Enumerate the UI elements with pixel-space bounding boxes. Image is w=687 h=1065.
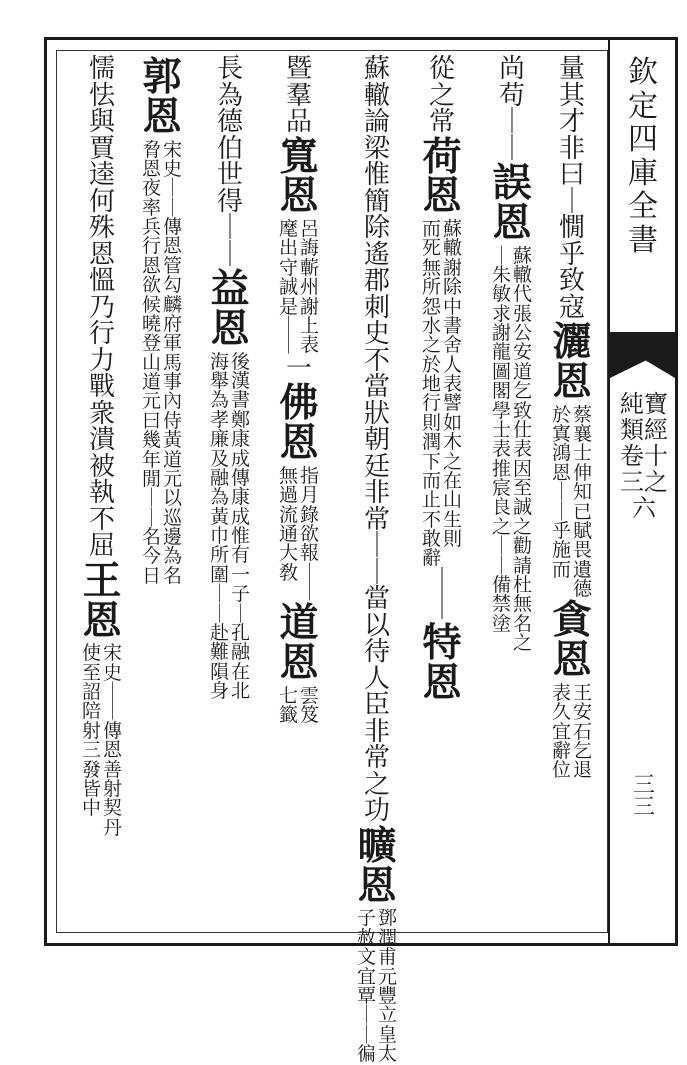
text-column bbox=[420, 56, 464, 932]
annotation-line: 宋史｜｜傳恩善射契丹 bbox=[102, 642, 122, 839]
annotation-line: 呂誨蘄州謝上表 bbox=[299, 218, 319, 357]
text-column bbox=[490, 56, 534, 932]
body-text: ｜｜ bbox=[498, 107, 525, 164]
text-column bbox=[550, 56, 594, 932]
body-text: 世得｜｜ bbox=[216, 160, 243, 270]
text-column bbox=[208, 56, 252, 932]
body-text: 一 bbox=[285, 353, 312, 384]
text-column bbox=[355, 54, 399, 1065]
annotation-line: 雲笈 bbox=[299, 684, 319, 727]
annotation-line: 蘇轍代張公安道乞致仕表因至誠之勸請杜無名之 bbox=[512, 244, 532, 655]
annotation-pair bbox=[82, 644, 123, 838]
annotation-line: 蘇轍謝除中書舍人表譬如木之在山生則 bbox=[442, 218, 462, 551]
annotation-pair bbox=[141, 138, 183, 587]
volume-label: 純寶類經卷十三之六 bbox=[620, 390, 668, 522]
entry-heading: 誤恩 bbox=[492, 160, 532, 246]
annotation-line: 指月錄欲報｜｜ bbox=[299, 464, 319, 603]
annotation-line: ｜朱敏求謝龍圖閣學士表推宸良之｜｜備禁塗 bbox=[491, 244, 511, 635]
entry-heading: 貪恩 bbox=[552, 597, 592, 684]
annotation-pair bbox=[551, 403, 593, 601]
body-text: 蘇轍論梁惟簡除遙郡刺史不當狀朝 bbox=[363, 54, 390, 456]
annotation-pair bbox=[357, 909, 398, 1064]
entry-heading: 特恩 bbox=[422, 619, 462, 706]
annotation-line: 使至詔陪射三發皆中 bbox=[81, 642, 101, 820]
annotation-line: 宋史｜｜傳恩管勾麟府軍馬事內侍黃道元以巡邊為名 bbox=[162, 138, 182, 587]
annotation-pair bbox=[551, 681, 593, 782]
body-text: ｜｜ bbox=[428, 566, 455, 624]
entry-heading: 灑恩 bbox=[552, 319, 592, 405]
annotation-line: 海舉為孝廉及融為黃巾所圍｜｜赴難隕身 bbox=[209, 350, 229, 703]
body-text: ｜ bbox=[558, 186, 585, 217]
annotation-line: 於寘鴻恩｜｜乎施而 bbox=[551, 403, 571, 581]
annotation-pair bbox=[278, 684, 320, 727]
book-title: 欽定四庫全書 bbox=[628, 55, 658, 258]
text-column bbox=[140, 56, 184, 932]
annotation-pair bbox=[491, 244, 533, 655]
page-number: 三三 bbox=[632, 773, 655, 820]
annotation-line: 無過流通大敎 bbox=[278, 464, 298, 584]
entry-heading: 郭恩 bbox=[142, 54, 182, 140]
margin-strip bbox=[608, 40, 675, 943]
body-text: 量其才非曰 bbox=[558, 54, 585, 191]
body-text: 行力戰衆潰被執不屈 bbox=[88, 319, 115, 562]
entry-heading: 佛恩 bbox=[279, 380, 319, 466]
annotation-line: 表久宜辭位 bbox=[551, 681, 571, 782]
entry-heading: 寬恩 bbox=[279, 133, 319, 220]
body-text: 從之常 bbox=[428, 54, 455, 138]
annotation-line: 七籤 bbox=[278, 684, 298, 727]
annotation-line: 脅恩夜率兵行恩欲候曉登山道元曰幾年閒｜｜名今日 bbox=[141, 138, 161, 587]
text-column bbox=[277, 56, 321, 932]
body-text: 尚苟 bbox=[498, 54, 525, 111]
entry-heading: 道恩 bbox=[279, 600, 319, 687]
entry-heading: 王恩 bbox=[82, 557, 122, 644]
body-text: 懦怯與賈逵何殊恩慍乃 bbox=[88, 54, 115, 323]
annotation-line: 王安石乞退 bbox=[572, 681, 592, 782]
entry-heading: 荷恩 bbox=[422, 133, 462, 220]
body-text: 長為德伯 bbox=[216, 54, 243, 164]
annotation-pair bbox=[209, 350, 251, 703]
body-text: 憪乎致寇 bbox=[558, 213, 585, 323]
text-column bbox=[80, 56, 124, 932]
body-text: 廷非常｜｜當以待人臣非常之功 bbox=[363, 451, 390, 827]
annotation-pair bbox=[278, 464, 320, 603]
entry-heading: 曠恩 bbox=[357, 822, 397, 909]
annotation-pair bbox=[422, 220, 463, 569]
body-text: 暨羣品 bbox=[285, 54, 312, 138]
annotation-pair bbox=[279, 220, 320, 356]
annotation-line: 子赦文宜覃｜｜徧 bbox=[356, 907, 376, 1065]
annotation-line: 蔡襄士伸知已賦畏遺德 bbox=[572, 403, 592, 601]
annotation-line: 而死無所怨水之於地行則潤下而止不敢辭 bbox=[421, 218, 441, 570]
fishtail-mark-icon bbox=[610, 332, 675, 378]
annotation-line: 麾出守誠是｜｜ bbox=[278, 218, 298, 357]
annotation-line: 鄧潤甫元豐立皇太 bbox=[377, 907, 397, 1065]
annotation-line: 後漢書鄭康成傳康成惟有一子｜孔融在北 bbox=[230, 350, 250, 703]
entry-heading: 益恩 bbox=[210, 266, 250, 352]
